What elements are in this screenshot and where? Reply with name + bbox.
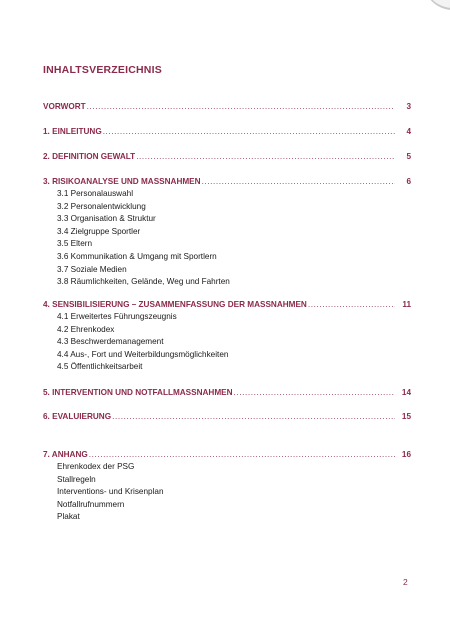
- toc-subentry[interactable]: 3.3 Organisation & Struktur: [57, 214, 156, 224]
- leader-dots: [112, 412, 395, 421]
- leader-dots: [103, 127, 395, 136]
- toc-entry-label: 1. EINLEITUNG: [43, 127, 102, 136]
- toc-subentry[interactable]: Interventions- und Krisenplan: [57, 487, 164, 497]
- toc-subentry[interactable]: 3.7 Soziale Medien: [57, 264, 127, 274]
- toc-subentry[interactable]: 3.4 Zielgruppe Sportler: [57, 226, 141, 236]
- toc-entry-page: 6: [406, 177, 411, 186]
- toc-entry-label: 5. INTERVENTION UND NOTFALLMASSNAHMEN: [43, 388, 233, 397]
- toc-subentries-4: [57, 311, 228, 374]
- toc-subentry[interactable]: 4.2 Ehrenkodex: [57, 324, 115, 334]
- toc-subentry[interactable]: 3.1 Personalauswahl: [57, 189, 134, 198]
- toc-entry-label: 6. EVALUIERUNG: [43, 412, 112, 421]
- toc-subentry[interactable]: Notfallrufnummern: [57, 499, 125, 509]
- toc-entry-einleitung[interactable]: [43, 127, 411, 136]
- toc-entry-page: 11: [402, 300, 411, 309]
- toc-subentry[interactable]: Stallregeln: [57, 474, 96, 484]
- toc-entry-vorwort[interactable]: [43, 102, 411, 111]
- toc-subentries-7: [57, 461, 164, 524]
- leader-dots: [202, 177, 395, 186]
- toc-subentry[interactable]: 3.8 Räumlichkeiten, Gelände, Weg und Fahrten: [57, 277, 230, 287]
- toc-entry-evaluierung[interactable]: [43, 412, 411, 421]
- leader-dots: [136, 152, 395, 161]
- toc-subentry[interactable]: 4.4 Aus-, Fort und Weiterbildungsmöglichkeiten: [57, 349, 229, 359]
- page-curl-decoration: [423, 0, 450, 10]
- leader-dots: [87, 102, 395, 111]
- toc-entry-page: 16: [401, 450, 411, 459]
- toc-subentry[interactable]: 4.3 Beschwerdemanagement: [57, 337, 164, 347]
- toc-entry-label: 4. SENSIBILISIERUNG – ZUSAMMENFASSUNG DER MASSNAHMEN: [43, 300, 307, 309]
- toc-subentry[interactable]: Plakat: [57, 512, 80, 522]
- leader-dots: [308, 300, 395, 309]
- toc-entry-label: 7. ANHANG: [43, 450, 88, 459]
- leader-dots: [234, 388, 395, 397]
- toc-entry-page: 5: [406, 152, 411, 161]
- toc-entry-label: VORWORT: [43, 102, 86, 111]
- toc-entry-definition-gewalt[interactable]: [43, 152, 411, 161]
- toc-entry-anhang[interactable]: [43, 450, 411, 459]
- toc-entry-page: 3: [406, 102, 411, 111]
- toc-entry-label: 3. RISIKOANALYSE UND MASSNAHMEN: [43, 177, 201, 186]
- toc-title: INHALTSVERZEICHNIS: [43, 64, 162, 76]
- toc-subentries-3: [57, 188, 230, 289]
- toc-entry-intervention[interactable]: [43, 388, 411, 397]
- toc-entry-risikoanalyse[interactable]: [43, 177, 411, 186]
- toc-subentry[interactable]: 3.2 Personalentwicklung: [57, 201, 146, 211]
- leader-dots: [89, 450, 395, 459]
- toc-entry-page: 14: [401, 388, 411, 397]
- toc-entry-label: 2. DEFINITION GEWALT: [43, 152, 136, 161]
- toc-subentry[interactable]: 3.5 Eltern: [57, 239, 93, 249]
- toc-subentry[interactable]: 3.6 Kommunikation & Umgang mit Sportlern: [57, 251, 217, 261]
- toc-subentry[interactable]: 4.5 Öffentlichkeitsarbeit: [57, 362, 143, 372]
- toc-entry-sensibilisierung[interactable]: [43, 300, 411, 309]
- toc-subentry[interactable]: Ehrenkodex der PSG: [57, 462, 135, 471]
- toc-entry-page: 4: [406, 127, 411, 136]
- toc-entry-page: 15: [401, 412, 411, 421]
- toc-subentry[interactable]: 4.1 Erweitertes Führungszeugnis: [57, 312, 177, 321]
- page-number: 2: [403, 577, 408, 587]
